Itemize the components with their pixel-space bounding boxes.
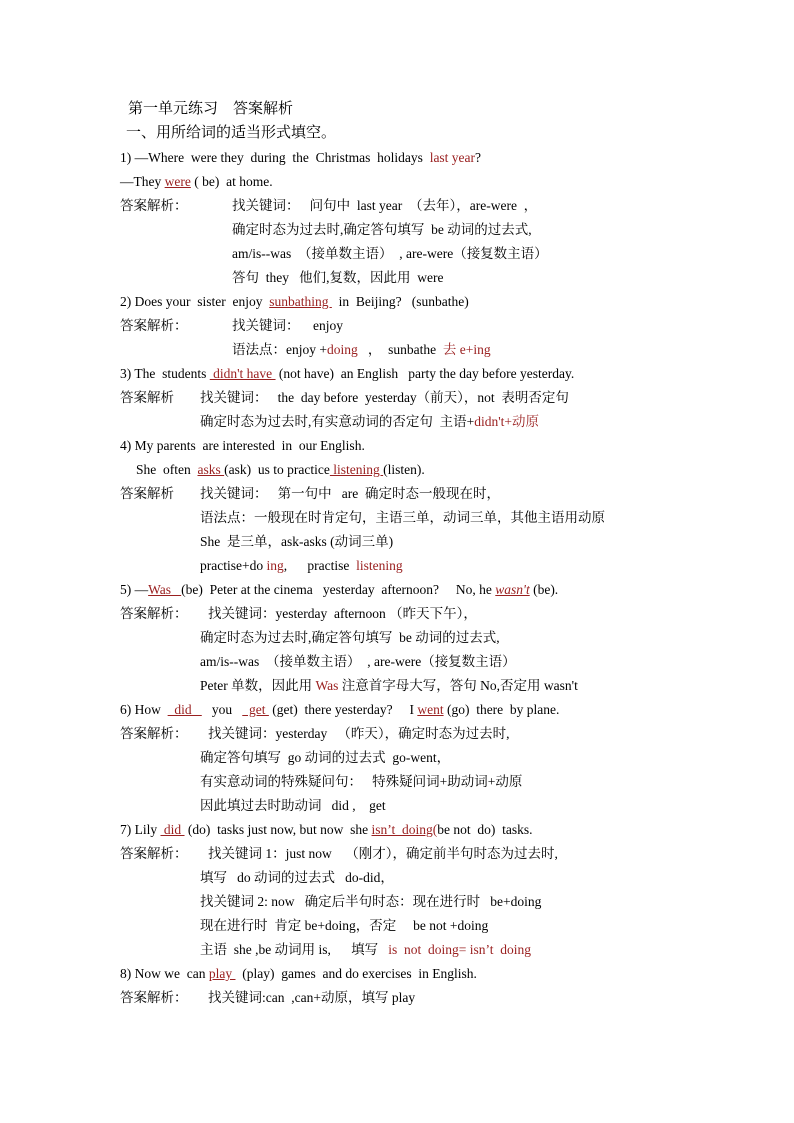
q7-answer-blank-2: isn’t doing(	[371, 822, 438, 837]
q5-text-mid: (be) Peter at the cinema yesterday afternoon? No, he	[181, 582, 496, 597]
q3-text-end: (not have) an English party the day before yesterday.	[275, 366, 575, 381]
q5-text-end: (be).	[529, 582, 559, 597]
q3-answer-blank: didn't have	[209, 366, 276, 381]
q4-explanation-3: She 是三单，ask-asks (动词三单)	[200, 534, 394, 549]
q7-text-mid: (do) tasks just now, but now she	[184, 822, 372, 837]
q3-text: 3) The students	[120, 366, 210, 381]
q5-answer-blank-2: wasn't	[495, 582, 530, 597]
q3-e2-pre: 确定时态为过去时,有实意动词的否定句 主语+	[200, 414, 475, 429]
q6-answer-blank-2: get	[242, 702, 269, 717]
q1-keyword: last year	[429, 150, 476, 165]
q4-explanation-label: 答案解析	[120, 486, 174, 501]
q7-answer-blank-1: did	[160, 822, 185, 837]
q1-explanation-2: 确定时态为过去时,确定答句填写 be 动词的过去式,	[232, 222, 532, 237]
q4-e4-red1: ing	[266, 558, 284, 573]
question-3	[120, 365, 574, 383]
q7-text-end: be not do) tasks.	[437, 822, 533, 837]
q6-text-mid-2: (get) there yesterday? I	[268, 702, 418, 717]
q4-e4-red2: listening	[356, 558, 403, 573]
q5-explanation-label: 答案解析：	[120, 606, 188, 621]
q1-answer-pre: —They	[120, 174, 165, 189]
q4-answer-blank-1: asks	[197, 462, 225, 477]
q5-answer-blank-1: Was	[148, 582, 182, 597]
q4-answer-blank-2: listening	[329, 462, 384, 477]
q5-text: 5) —	[120, 582, 149, 597]
q6-text-mid-1: you	[201, 702, 243, 717]
q4-e4-pre: practise+do	[200, 558, 267, 573]
q6-explanation-3: 有实意动词的特殊疑问句： 特殊疑问词+助动词+动原	[200, 774, 523, 789]
q5-explanation-3: am/is--was （接单数主语） , are-were（接复数主语）	[200, 654, 516, 669]
question-4-line-1: 4) My parents are interested in our English.	[120, 438, 365, 453]
question-8	[120, 965, 477, 983]
q7-explanation-5	[200, 941, 531, 959]
q8-text-end: (play) games and do exercises in English.	[235, 966, 477, 981]
q3-explanation-label: 答案解析	[120, 390, 174, 405]
q4-text-mid: (ask) us to practice	[224, 462, 330, 477]
q4-explanation-1: 找关键词： 第一句中 are 确定时态一般现在时，	[200, 486, 500, 501]
q1-explanation-3: am/is--was （接单数主语） , are-were（接复数主语）	[232, 246, 548, 261]
q4-text-end: (listen).	[383, 462, 425, 477]
q5-explanation-2: 确定时态为过去时,确定答句填写 be 动词的过去式,	[200, 630, 500, 645]
q7-explanation-2: 填写 do 动词的过去式 do-did，	[200, 870, 394, 885]
question-1	[120, 149, 481, 167]
q4-e4-mid: , practise	[283, 558, 357, 573]
q6-text: 6) How	[120, 702, 168, 717]
q2-e2-red2: 去 e+ing	[442, 342, 491, 357]
q1-answer-post: ( be) at home.	[190, 174, 273, 189]
q2-e2-pre: 语法点：enjoy +	[232, 342, 327, 357]
q8-explanation-label: 答案解析：	[120, 990, 188, 1005]
q7-e5-red: is not doing= isn’t doing	[388, 942, 532, 957]
q1-answer-blank: were	[164, 174, 191, 189]
q5-explanation-1: 找关键词：yesterday afternoon （昨天下午），	[208, 606, 477, 621]
q4-explanation-4	[200, 557, 403, 575]
q2-e2-mid: ， sunbathe	[357, 342, 443, 357]
q8-answer-blank: play	[208, 966, 236, 981]
q2-text-end: in Beijing? (sunbathe)	[331, 294, 469, 309]
q6-explanation-label: 答案解析：	[120, 726, 188, 741]
q7-explanation-4: 现在进行时 肯定 be+doing，否定 be not +doing	[200, 918, 489, 933]
q6-answer-blank-1: did	[167, 702, 202, 717]
page-title: 第一单元练习 答案解析	[128, 101, 294, 117]
q6-explanation-2: 确定答句填写 go 动词的过去式 go-went，	[200, 750, 451, 765]
q6-text-end: (go) there by plane.	[443, 702, 560, 717]
q1-text: 1) —Where were they during the Christmas holidays	[120, 150, 430, 165]
q2-explanation-1: 找关键词： enjoy	[232, 318, 343, 333]
question-5	[120, 581, 558, 599]
q4-text: She often	[136, 462, 198, 477]
section-heading: 一、用所给词的适当形式填空。	[126, 125, 337, 141]
q2-text: 2) Does your sister enjoy	[120, 294, 270, 309]
q6-explanation-1: 找关键词：yesterday （昨天），确定时态为过去时,	[208, 726, 510, 741]
q2-explanation-label: 答案解析：	[120, 318, 188, 333]
q7-explanation-3: 找关键词 2: now 确定后半句时态：现在进行时 be+doing	[200, 894, 542, 909]
question-2	[120, 293, 469, 311]
question-4-line-2	[136, 461, 425, 479]
q5-e4-pre: Peter 单数，因此用	[200, 678, 316, 693]
q3-e2-red: didn't+动原	[474, 414, 540, 429]
q7-explanation-label: 答案解析：	[120, 846, 188, 861]
q3-explanation-1: 找关键词： the day before yesterday（前天），not 表明否定句	[200, 390, 569, 405]
q6-explanation-4: 因此填过去时助动词 did , get	[200, 798, 386, 813]
question-7	[120, 821, 533, 839]
q5-e4-red: Was	[315, 678, 339, 693]
q5-explanation-4	[200, 677, 578, 695]
q8-explanation-1: 找关键词:can ,can+动原，填写 play	[208, 990, 416, 1005]
q1-explanation-label: 答案解析：	[120, 198, 188, 213]
q2-explanation-2	[232, 341, 491, 359]
q2-answer-blank: sunbathing	[269, 294, 332, 309]
q4-explanation-2: 语法点：一般现在时肯定句，主语三单，动词三单，其他主语用动原	[200, 510, 605, 525]
q1-explanation-1: 找关键词： 问句中 last year （去年），are-were ，	[232, 198, 538, 213]
q7-e5-pre: 主语 she ,be 动词用 is, 填写	[200, 942, 389, 957]
q1-explanation-4: 答句 they 他们,复数，因此用 were	[232, 270, 444, 285]
q7-explanation-1: 找关键词 1：just now （刚才），确定前半句时态为过去时,	[208, 846, 558, 861]
question-6	[120, 701, 559, 719]
q2-e2-red1: doing	[326, 342, 358, 357]
q5-e4-post: 注意首字母大写，答句 No,否定用 wasn't	[338, 678, 578, 693]
q8-text: 8) Now we can	[120, 966, 209, 981]
question-1-answer	[120, 173, 273, 191]
q7-text: 7) Lily	[120, 822, 161, 837]
q3-explanation-2	[200, 413, 539, 431]
q1-text-end: ?	[475, 150, 482, 165]
q6-answer-blank-3: went	[417, 702, 444, 717]
